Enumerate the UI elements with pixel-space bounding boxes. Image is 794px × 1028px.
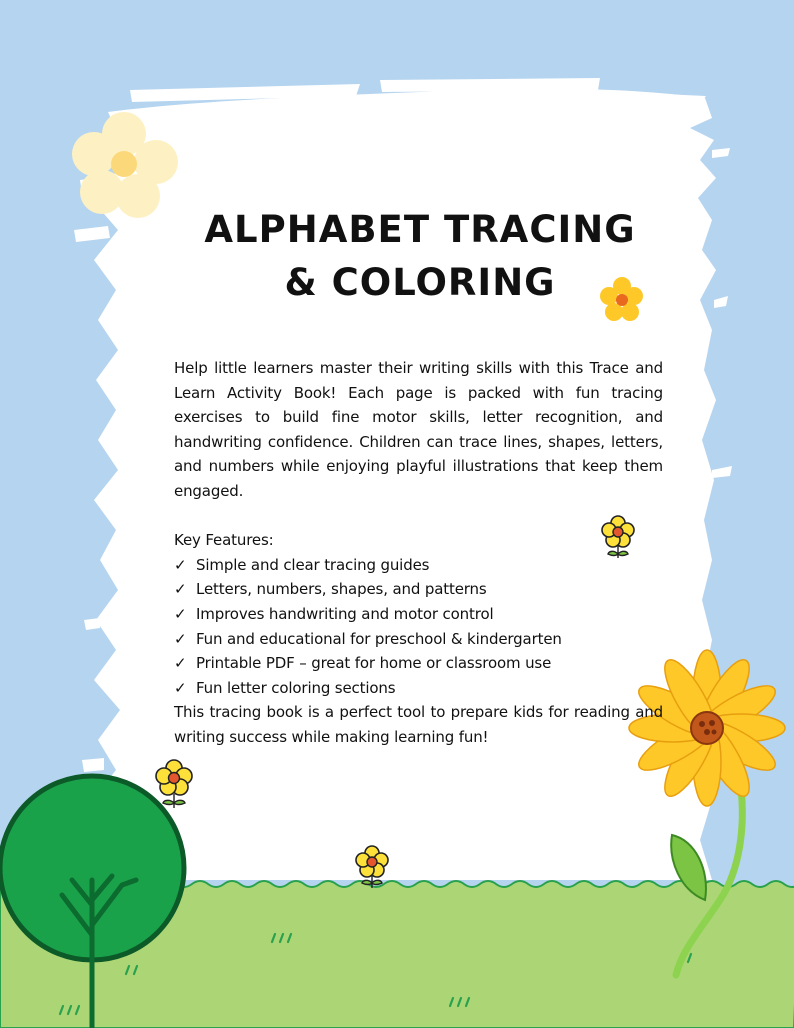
check-icon: ✓	[174, 604, 187, 623]
outro-paragraph: This tracing book is a perfect tool to prepare kids for reading and writing success while making learning fun!	[174, 703, 663, 746]
intro-paragraph: Help little learners master their writing skills with this Trace and Learn Activity Book! Each page is packed with fun tracing exercises to build fine motor skills, letter recognition, and handwriting confidence. Children can trace lines, shapes, letters, and numbers while enjoying playful illustrations that keep them engaged.	[174, 359, 663, 500]
check-icon: ✓	[174, 629, 187, 648]
features-heading: Key Features:	[174, 531, 274, 550]
feature-item	[174, 577, 663, 602]
features-list	[174, 553, 663, 701]
title-line-2: & COLORING	[284, 261, 556, 304]
feature-item	[174, 553, 663, 578]
feature-text: Improves handwriting and motor control	[196, 604, 494, 623]
page-title	[150, 203, 690, 309]
feature-text: Letters, numbers, shapes, and patterns	[196, 580, 487, 599]
feature-text: Printable PDF – great for home or classroom use	[196, 654, 552, 673]
feature-text: Simple and clear tracing guides	[196, 555, 430, 574]
description	[174, 356, 663, 750]
check-icon: ✓	[174, 678, 187, 697]
feature-item	[174, 676, 663, 701]
feature-item	[174, 627, 663, 652]
feature-item	[174, 651, 663, 676]
feature-text: Fun letter coloring sections	[196, 678, 396, 697]
check-icon: ✓	[174, 654, 187, 673]
title-line-1: ALPHABET TRACING	[204, 208, 636, 251]
check-icon: ✓	[174, 555, 187, 574]
feature-text: Fun and educational for preschool & kindergarten	[196, 629, 562, 648]
feature-item	[174, 602, 663, 627]
check-icon: ✓	[174, 580, 187, 599]
